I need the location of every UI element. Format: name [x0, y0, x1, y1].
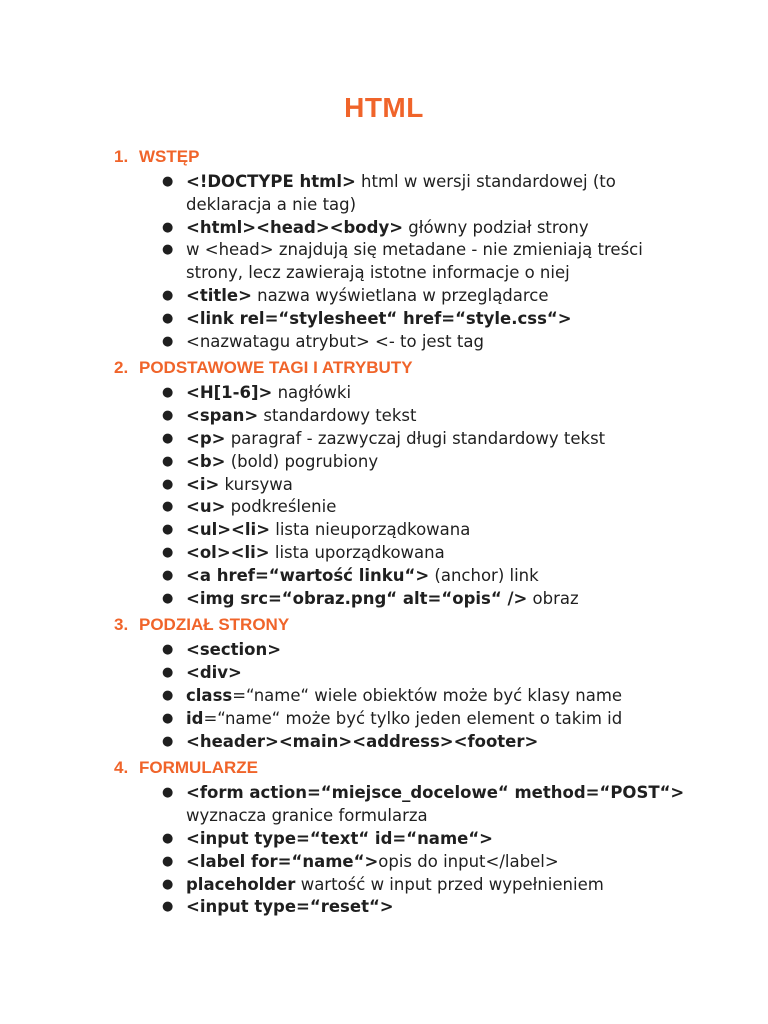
bullet-icon: ● — [162, 876, 174, 892]
section-heading — [114, 353, 768, 382]
list-item — [162, 519, 686, 542]
code-term: <input type=“reset“> — [186, 897, 394, 917]
code-term: <div> — [186, 663, 242, 683]
bullet-icon: ● — [162, 476, 174, 492]
bullet-icon: ● — [162, 408, 174, 424]
item-description: lista uporządkowana — [269, 542, 445, 562]
bullet-icon: ● — [162, 590, 174, 606]
code-term: <form action=“miejsce_docelowe“ method=“POST“> — [186, 783, 685, 803]
bullet-icon: ● — [162, 310, 174, 326]
item-description: wyznacza granice formularza — [186, 806, 428, 826]
section-1 — [0, 142, 768, 353]
code-term: <!DOCTYPE html> — [186, 172, 356, 191]
code-term: <H[1-6]> — [186, 383, 273, 403]
item-description: obraz — [527, 588, 579, 608]
code-term: class — [186, 685, 233, 705]
bullet-icon: ● — [162, 853, 174, 869]
list-item — [162, 451, 686, 474]
section-number: 3. — [114, 615, 129, 635]
item-description: paragraf - zazwyczaj długi standardowy tekst — [225, 428, 606, 448]
list-item — [162, 428, 686, 451]
section-heading-text: PODSTAWOWE TAGI I ATRYBUTY — [139, 358, 413, 378]
bullet-icon: ● — [162, 899, 174, 915]
code-term: <link rel=“stylesheet“ href=“style.css“> — [186, 308, 572, 328]
list-item — [162, 217, 686, 240]
list-item — [162, 171, 686, 217]
bullet-icon: ● — [162, 174, 174, 189]
list-item — [162, 331, 686, 354]
list-item — [162, 782, 686, 828]
bullet-icon: ● — [162, 687, 174, 703]
bullet-icon: ● — [162, 642, 174, 658]
bullet-icon: ● — [162, 242, 174, 258]
sections-container — [0, 142, 768, 919]
bullet-icon: ● — [162, 544, 174, 560]
item-description: wartość w input przed wypełnieniem — [295, 874, 604, 894]
section-heading — [114, 142, 768, 171]
section-heading-text: PODZIAŁ STRONY — [139, 615, 290, 635]
bullet-list — [0, 382, 768, 610]
section-heading — [114, 753, 768, 782]
item-description: (bold) pogrubiony — [225, 451, 379, 471]
code-term: <section> — [186, 640, 282, 660]
code-term: <ul><li> — [186, 520, 271, 540]
item-description: opis do input</label> — [378, 851, 559, 871]
bullet-icon: ● — [162, 385, 174, 401]
section-heading — [114, 610, 768, 639]
section-heading-text: WSTĘP — [139, 147, 200, 166]
bullet-icon: ● — [162, 219, 174, 235]
item-description: =“name“ może być tylko jeden element o takim id — [203, 708, 623, 728]
bullet-icon: ● — [162, 830, 174, 846]
item-description: podkreślenie — [225, 497, 337, 517]
item-description: kursywa — [219, 474, 293, 494]
item-description: html w wersji standardowej (to deklaracja a nie tag) — [186, 172, 616, 214]
list-item — [162, 874, 686, 897]
bullet-icon: ● — [162, 567, 174, 583]
section-number: 2. — [114, 358, 129, 378]
code-term: <input type=“text“ id=“name“> — [186, 828, 493, 848]
bullet-icon: ● — [162, 665, 174, 681]
section-heading-text: FORMULARZE — [139, 758, 258, 778]
item-description: <nazwatagu atrybut> <- to jest tag — [186, 331, 484, 351]
code-term: <ol><li> — [186, 542, 270, 562]
list-item — [162, 239, 686, 285]
code-term: id — [186, 708, 204, 728]
list-item — [162, 639, 686, 662]
bullet-icon: ● — [162, 710, 174, 726]
list-item — [162, 708, 686, 731]
code-term: <title> — [186, 285, 252, 305]
bullet-list — [0, 639, 768, 753]
bullet-list — [0, 782, 768, 919]
section-2 — [0, 353, 768, 610]
code-term: <i> — [186, 474, 220, 494]
code-term: <html><head><body> — [186, 217, 404, 237]
bullet-icon: ● — [162, 522, 174, 538]
section-number: 1. — [114, 147, 129, 166]
bullet-list — [0, 171, 768, 353]
bullet-icon: ● — [162, 453, 174, 469]
code-term: <a href=“wartość linku“> — [186, 565, 430, 585]
item-description: główny podział strony — [403, 217, 589, 237]
list-item — [162, 382, 686, 405]
item-description: standardowy tekst — [258, 406, 417, 426]
list-item — [162, 731, 686, 754]
list-item — [162, 474, 686, 497]
section-number: 4. — [114, 758, 129, 778]
item-description: w <head> znajdują się metadane - nie zmieniają treści strony, lecz zawierają istotne informacje o niej — [186, 240, 643, 283]
list-item — [162, 542, 686, 565]
list-item — [162, 588, 686, 611]
bullet-icon: ● — [162, 499, 174, 515]
bullet-icon: ● — [162, 333, 174, 349]
list-item — [162, 851, 686, 874]
section-3 — [0, 610, 768, 753]
code-term: <p> — [186, 428, 226, 448]
list-item — [162, 662, 686, 685]
list-item — [162, 896, 686, 919]
bullet-icon: ● — [162, 287, 174, 303]
code-term: <label for=“name“> — [186, 851, 379, 871]
code-term: <span> — [186, 406, 259, 426]
item-description: lista nieuporządkowana — [270, 520, 471, 540]
list-item — [162, 308, 686, 331]
code-term: <img src=“obraz.png“ alt=“opis“ /> — [186, 588, 528, 608]
bullet-icon: ● — [162, 430, 174, 446]
list-item — [162, 565, 686, 588]
item-description: =“name“ wiele obiektów może być klasy name — [232, 685, 623, 705]
bullet-icon: ● — [162, 785, 174, 801]
section-4 — [0, 753, 768, 919]
list-item — [162, 405, 686, 428]
item-description: nagłówki — [272, 383, 352, 403]
code-term: placeholder — [186, 874, 296, 894]
item-description: (anchor) link — [429, 565, 539, 585]
list-item — [162, 685, 686, 708]
code-term: <header><main><address><footer> — [186, 731, 539, 751]
page-title: HTML — [344, 92, 424, 123]
list-item — [162, 285, 686, 308]
list-item — [162, 828, 686, 851]
code-term: <u> — [186, 497, 226, 517]
code-term: <b> — [186, 451, 226, 471]
item-description: nazwa wyświetlana w przeglądarce — [251, 285, 549, 305]
bullet-icon: ● — [162, 733, 174, 749]
list-item — [162, 496, 686, 519]
